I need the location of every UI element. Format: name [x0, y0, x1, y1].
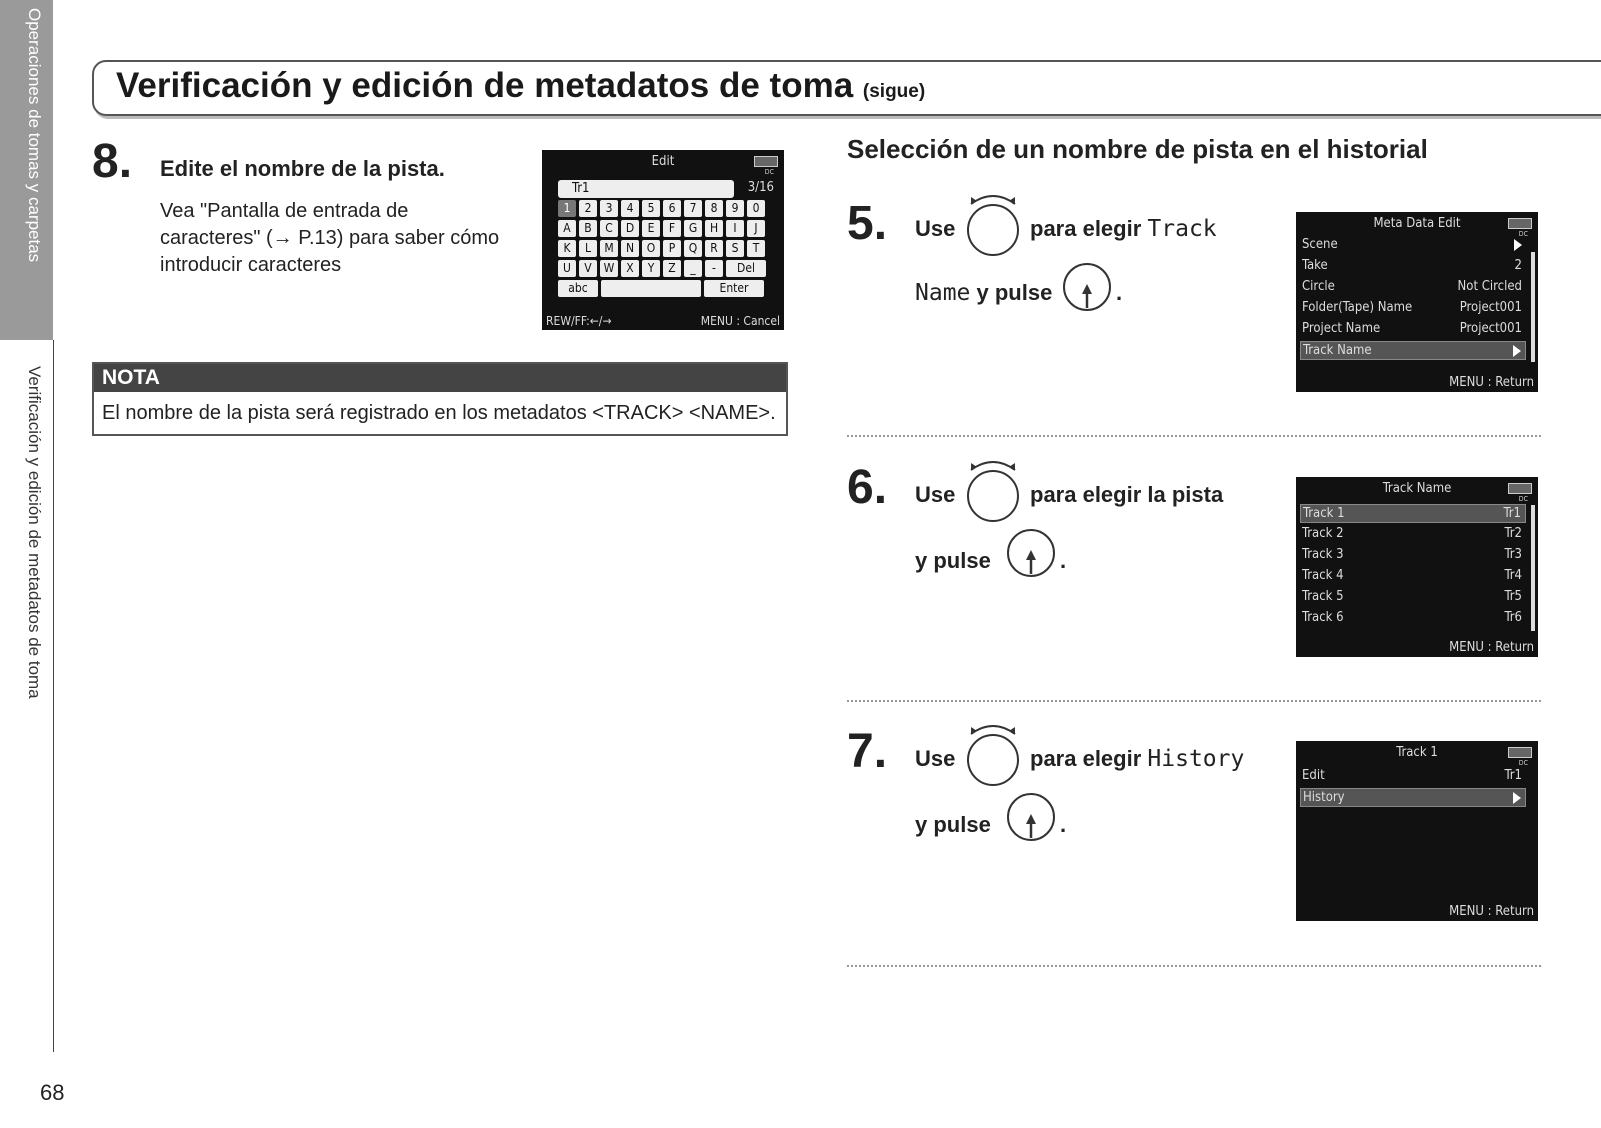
- keyboard-row-5: [558, 280, 764, 297]
- key[interactable]: 1: [558, 200, 576, 217]
- row-value: Tr3: [1504, 547, 1522, 562]
- list-item-selected[interactable]: [1300, 341, 1526, 360]
- row-value: 2: [1514, 258, 1522, 273]
- meta-data-screen: [1296, 212, 1538, 392]
- list-item[interactable]: [1300, 236, 1526, 255]
- step5-number: 5.: [847, 197, 888, 250]
- key[interactable]: _: [684, 260, 702, 277]
- press-dial-icon: [1062, 262, 1112, 312]
- row-label: Folder(Tape) Name: [1302, 300, 1413, 315]
- step5-use: Use: [915, 216, 956, 241]
- key[interactable]: Y: [642, 260, 660, 277]
- row-label: Track 3: [1302, 547, 1344, 562]
- key[interactable]: U: [558, 260, 576, 277]
- chevron-right-icon: [1514, 239, 1522, 251]
- track1-screen: [1296, 741, 1538, 921]
- step7-choose: [1030, 746, 1244, 772]
- step5-press-text: y pulse: [976, 280, 1053, 305]
- keyboard-row-2: [558, 220, 765, 237]
- step5-dot: .: [1116, 280, 1123, 305]
- row-label: Circle: [1302, 279, 1335, 294]
- track-name-screen: [1296, 477, 1538, 657]
- step8-number: 8.: [92, 135, 133, 188]
- side-tab-active-label[interactable]: Operaciones de tomas y carpetas: [25, 8, 44, 263]
- row-value: Tr2: [1504, 526, 1522, 541]
- key[interactable]: 9: [726, 200, 744, 217]
- key[interactable]: 4: [621, 200, 639, 217]
- key[interactable]: B: [579, 220, 597, 237]
- row-label: Take: [1302, 258, 1328, 273]
- key[interactable]: L: [579, 240, 597, 257]
- battery-icon: [1508, 483, 1532, 494]
- menu-return-label: MENU : Return: [1449, 904, 1534, 919]
- chevron-right-icon: [1513, 345, 1521, 357]
- note-body: El nombre de la pista será registrado en los metadatos <TRACK> <NAME>.: [102, 402, 776, 424]
- edit-footer-right: MENU : Cancel: [700, 314, 780, 328]
- list-item[interactable]: [1300, 588, 1526, 607]
- row-label: Track 2: [1302, 526, 1344, 541]
- key[interactable]: 0: [747, 200, 765, 217]
- row-value: Tr5: [1504, 589, 1522, 604]
- key[interactable]: S: [726, 240, 744, 257]
- row-value: Tr6: [1504, 610, 1522, 625]
- edit-screen: [542, 150, 784, 330]
- key[interactable]: V: [579, 260, 597, 277]
- delete-key[interactable]: Del: [726, 260, 766, 277]
- row-value: Project001: [1459, 321, 1522, 336]
- row-label: Track 4: [1302, 568, 1344, 583]
- list-item[interactable]: [1300, 299, 1526, 318]
- space-key[interactable]: [601, 280, 701, 297]
- key[interactable]: K: [558, 240, 576, 257]
- list-item[interactable]: [1300, 525, 1526, 544]
- row-label: Track 1: [1303, 506, 1345, 521]
- key[interactable]: O: [642, 240, 660, 257]
- meta-screen-title: Meta Data Edit: [1373, 216, 1461, 231]
- keyboard-row-1: [558, 200, 765, 217]
- battery-icon: [1508, 747, 1532, 758]
- key[interactable]: 8: [705, 200, 723, 217]
- key[interactable]: P: [663, 240, 681, 257]
- side-tab-current-label[interactable]: Verificación y edición de metadatos de toma: [25, 366, 44, 699]
- step5-choose-text: para elegir: [1030, 216, 1142, 241]
- list-item[interactable]: [1300, 278, 1526, 297]
- list-item[interactable]: [1300, 767, 1526, 786]
- list-item[interactable]: [1300, 320, 1526, 339]
- list-item[interactable]: [1300, 257, 1526, 276]
- divider: [847, 965, 1541, 967]
- list-item-selected[interactable]: [1300, 788, 1526, 807]
- step6-press: y pulse: [915, 548, 991, 573]
- row-value: Project001: [1459, 300, 1522, 315]
- step7-target: History: [1147, 746, 1245, 772]
- scrollbar[interactable]: [1531, 252, 1535, 362]
- note-box: [92, 362, 788, 436]
- step7-number: 7.: [847, 725, 888, 778]
- page-title-main: Verificación y edición de metadatos de toma: [116, 66, 854, 105]
- menu-return-label: MENU : Return: [1449, 640, 1534, 655]
- key[interactable]: F: [663, 220, 681, 237]
- key[interactable]: 2: [579, 200, 597, 217]
- key[interactable]: X: [621, 260, 639, 277]
- press-dial-icon: [1006, 792, 1056, 842]
- press-dial-icon: [1006, 528, 1056, 578]
- key[interactable]: Z: [663, 260, 681, 277]
- page-number: 68: [40, 1080, 65, 1105]
- battery-icon: [1508, 218, 1532, 229]
- key[interactable]: W: [600, 260, 618, 277]
- battery-dc-label: DC: [1518, 495, 1528, 503]
- key[interactable]: Q: [684, 240, 702, 257]
- step5-target-2: Name: [915, 280, 971, 306]
- battery-dc-label: DC: [1518, 230, 1528, 238]
- key[interactable]: T: [747, 240, 765, 257]
- page-title: [116, 66, 925, 106]
- key[interactable]: 6: [663, 200, 681, 217]
- list-item[interactable]: [1300, 567, 1526, 586]
- battery-dc-label: DC: [764, 168, 774, 176]
- step6-use: Use: [915, 482, 956, 507]
- page-title-sub: (sigue): [862, 81, 926, 102]
- step5-choose: [1030, 216, 1217, 242]
- section-title: Selección de un nombre de pista en el historial: [847, 134, 1428, 164]
- dial-icon: [967, 470, 1019, 522]
- step8-title: Edite el nombre de la pista.: [160, 156, 445, 181]
- track-screen-title: Track Name: [1382, 481, 1452, 496]
- step6-choose: para elegir la pista: [1030, 482, 1224, 507]
- key[interactable]: R: [705, 240, 723, 257]
- row-label: Edit: [1302, 768, 1325, 783]
- scrollbar[interactable]: [1531, 505, 1535, 631]
- key[interactable]: J: [747, 220, 765, 237]
- battery-dc-label: DC: [1518, 759, 1528, 767]
- keyboard-row-3: [558, 240, 765, 257]
- step8-body: Vea "Pantalla de entrada de caracteres" (→ P.13) para saber cómo introducir caracteres: [160, 200, 500, 276]
- key[interactable]: E: [642, 220, 660, 237]
- step6-number: 6.: [847, 461, 888, 514]
- row-value: Tr4: [1504, 568, 1522, 583]
- key[interactable]: 5: [642, 200, 660, 217]
- row-value: Tr1: [1504, 768, 1522, 783]
- list-item-selected[interactable]: [1300, 504, 1526, 523]
- step6-dot: .: [1060, 548, 1067, 573]
- side-divider: [53, 340, 54, 1052]
- edit-screen-title: Edit: [651, 154, 675, 169]
- dial-icon: [967, 734, 1019, 786]
- key[interactable]: M: [600, 240, 618, 257]
- key[interactable]: D: [621, 220, 639, 237]
- key[interactable]: G: [684, 220, 702, 237]
- step5-target-1: Track: [1147, 216, 1217, 242]
- step7-press: y pulse: [915, 812, 991, 837]
- step7-choose-text: para elegir: [1030, 746, 1142, 771]
- key[interactable]: 3: [600, 200, 618, 217]
- row-value: Not Circled: [1457, 279, 1522, 294]
- row-label: Scene: [1302, 237, 1338, 252]
- dial-icon: [967, 204, 1019, 256]
- key[interactable]: -: [705, 260, 723, 277]
- row-label: Track 6: [1302, 610, 1344, 625]
- step5-press: [915, 280, 1052, 306]
- edit-char-count: 3/16: [747, 180, 774, 195]
- step7-dot: .: [1060, 812, 1067, 837]
- row-label: Track 5: [1302, 589, 1344, 604]
- key[interactable]: I: [726, 220, 744, 237]
- key[interactable]: 7: [684, 200, 702, 217]
- key[interactable]: N: [621, 240, 639, 257]
- track1-screen-title: Track 1: [1396, 745, 1438, 760]
- divider: [847, 435, 1541, 437]
- menu-return-label: MENU : Return: [1449, 375, 1534, 390]
- key[interactable]: H: [705, 220, 723, 237]
- divider: [847, 700, 1541, 702]
- step7-use: Use: [915, 746, 956, 771]
- keyboard-row-4: [558, 260, 766, 277]
- list-item[interactable]: [1300, 546, 1526, 565]
- enter-key[interactable]: Enter: [704, 280, 764, 297]
- battery-icon: [754, 156, 778, 167]
- key[interactable]: A: [558, 220, 576, 237]
- chevron-right-icon: [1513, 792, 1521, 804]
- edit-footer-left: REW/FF:←/→: [546, 314, 612, 328]
- key[interactable]: C: [600, 220, 618, 237]
- edit-input[interactable]: Tr1: [558, 180, 734, 198]
- note-heading: NOTA: [94, 364, 786, 392]
- list-item[interactable]: [1300, 609, 1526, 628]
- abc-key[interactable]: abc: [558, 280, 598, 297]
- row-label: Track Name: [1303, 343, 1372, 358]
- row-value: Tr1: [1503, 506, 1521, 521]
- row-label: Project Name: [1302, 321, 1381, 336]
- row-label: History: [1303, 790, 1345, 805]
